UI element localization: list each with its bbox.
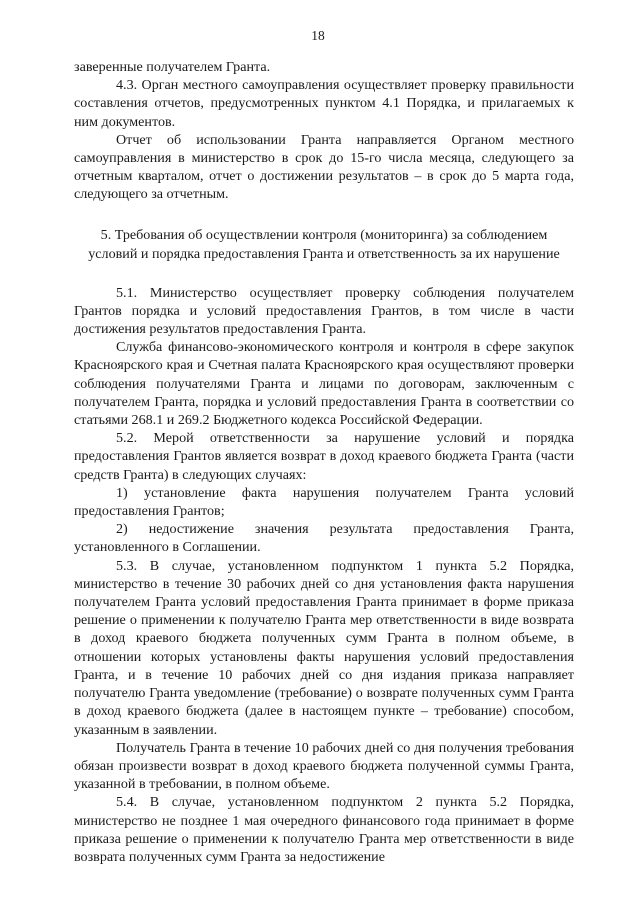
paragraph-report-deadline: Отчет об использовании Гранта направляется Органом местного самоуправления в министерство в срок до 15-го числа месяца, следующего за отчетным кварталом, отчет о достижении результатов – в срок до 5 марта года, следующего за отчетным. [74,131,574,203]
paragraph-4-3: 4.3. Орган местного самоуправления осуществляет проверку правильности составления отчетов, предусмотренных пунктом 4.1 Порядка, и прилагаемых к ним документов. [74,77,574,130]
section-heading [74,226,574,264]
paragraph: заверенные получателем Гранта. [74,59,271,75]
paragraph-control-service: Служба финансово-экономического контроля и контроля в сфере закупок Красноярского края и Счетная палата Красноярского края осуществляют проверки соблюдения получателями Гранта и лицами по договорам, заключенным с получателем Гранта, порядка и условий предоставления Гранта в соответствии со статьями 268.1 и 269.2 Бюджетного кодекса Российской Федерации. [74,339,574,429]
paragraph-5-1: 5.1. Министерство осуществляет проверку соблюдения получателем Грантов порядка и условий предоставления Грантов, в том числе в части достижения результатов предоставления Гранта. [74,284,574,338]
list-item-2: 2) недостижение значения результата предоставления Гранта, установленного в Соглашении. [74,521,574,556]
document-body [74,58,574,866]
paragraph-5-3: 5.3. В случае, установленном подпунктом 1 пункта 5.2 Порядка, министерство в течение 30 рабочих дней со дня установления факта нарушения получателем Гранта условий предоставления Гранта принимает в форме приказа решение о применении к получателю Гранта мер ответственности в виде возврата в доход краевого бюджета полученных сумм Гранта в полном объеме, в отношении которых установлены факты нарушения условий предоставления Гранта, и в течение 10 рабочих дней со дня издания приказа направляет получателю Гранта уведомление (требование) о возврате полученных сумм Гранта в доход краевого бюджета (далее в настоящем пункте – требование) способом, указанным в заявлении. [74,557,574,738]
paragraph-recipient-return: Получатель Гранта в течение 10 рабочих дней со дня получения требования обязан произвести возврат в доход краевого бюджета полученной суммы Гранта, указанной в требовании, в полном объеме. [74,739,574,793]
paragraph-5-2: 5.2. Мерой ответственности за нарушение условий и порядка предоставления Грантов является возврат в доход краевого бюджета Гранта (части средств Гранта) в следующих случаях: [74,430,574,483]
section-heading-line-1: 5. Требования об осуществлении контроля (мониторинга) за соблюдением [100,226,548,243]
section-heading-line-2: условий и порядка предоставления Гранта и ответственность за их нарушение [88,245,560,262]
paragraph-5-4: 5.4. В случае, установленном подпунктом 2 пункта 5.2 Порядка, министерство не позднее 1 мая очередного финансового года принимает в форме приказа решение о применении к получателю Гранта мер ответственности в виде возврата полученных сумм Гранта за недостижение [74,794,574,865]
list-item-1: 1) установление факта нарушения получателем Гранта условий предоставления Грантов; [74,484,574,520]
page-number: 18 [311,28,325,43]
